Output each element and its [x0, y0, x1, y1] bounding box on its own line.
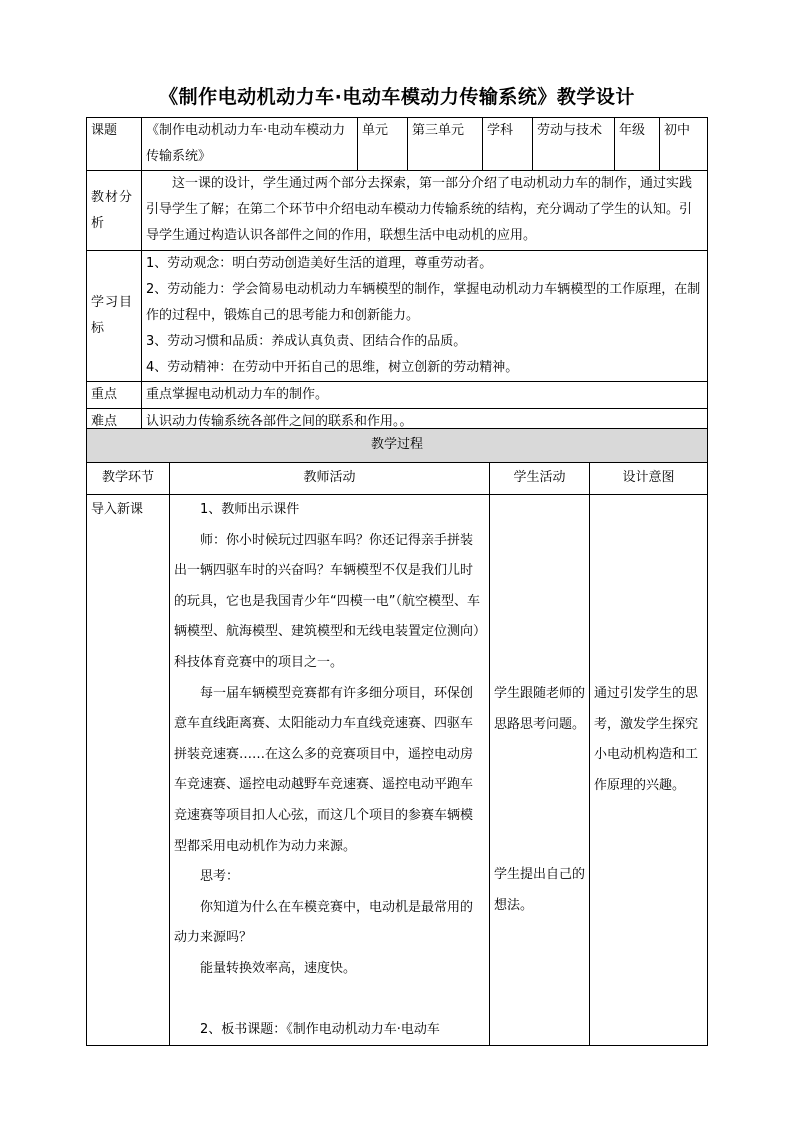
teacher-line: 每一届车辆模型竞赛都有许多细分项目，环保创意车直线距离赛、太阳能动力车直线竞速赛、四驱车拼装竞速赛……在这么多的竞赛项目中，遥控电动房车竞速赛、遥控电动越野车竞速赛、遥控电动平跑车竞速赛等项目扣人心弦，而这几个项目的参赛车辆模型都采用电动机作为动力来源。 [174, 685, 474, 854]
teacher-line: 你知道为什么在车模竞赛中，电动机是最常用的动力来源吗？ [174, 899, 474, 946]
goals-list [142, 251, 708, 382]
process-table [86, 428, 708, 1046]
key-point-label: 重点 [87, 382, 142, 409]
analysis-label: 教材分析 [87, 171, 142, 251]
topic-label: 课题 [87, 118, 142, 171]
grade-label: 年级 [615, 118, 660, 171]
teacher-line: 师：你小时候玩过四驱车吗？你还记得亲手拼装出一辆四驱车时的兴奋吗？车辆模型不仅是我们儿时的玩具，它也是我国青少年“四模一电”（航空模型、车辆模型、航海模型、建筑模型和无线电装置定位测向）科技体育竞赛中的项目之一。 [174, 532, 480, 670]
student-activity [490, 495, 590, 1046]
process-heading: 教学过程 [87, 429, 708, 463]
teacher-line: 思考： [200, 869, 240, 885]
difficulty-label: 难点 [87, 409, 142, 436]
topic-value: 《制作电动机动力车·电动车模动力传输系统》 [142, 118, 358, 171]
design-intent [590, 495, 708, 1046]
goal-item: 1、劳动观念：明白劳动创造美好生活的道理，尊重劳动者。 [146, 256, 493, 271]
teacher-line: 1、教师出示课件 [200, 502, 300, 517]
difficulty-text: 认识动力传输系统各部件之间的联系和作用。。 [142, 409, 708, 436]
column-header: 设计意图 [590, 463, 708, 495]
student-line: 学生提出自己的想法。 [494, 867, 586, 913]
analysis-text: 这一课的设计，学生通过两个部分去探索，第一部分介绍了电动机动力车的制作，通过实践引导学生了解；在第二个环节中介绍电动车模动力传输系统的结构，充分调动了学生的认知。引导学生通过构造认识各部件之间的作用，联想生活中电动机的应用。 [146, 176, 693, 243]
goals-label: 学习目标 [87, 251, 142, 382]
column-header: 教学环节 [87, 463, 170, 495]
column-header: 教师活动 [170, 463, 490, 495]
goal-item: 3、劳动习惯和品质：养成认真负责、团结合作的品质。 [146, 334, 467, 349]
info-table [86, 117, 708, 436]
teacher-blank [174, 985, 485, 1015]
teacher-activity [170, 495, 490, 1046]
column-header: 学生活动 [490, 463, 590, 495]
intent-text: 通过引发学生的思考，激发学生探究小电动机构造和工作原理的兴趣。 [594, 686, 699, 793]
unit-value: 第三单元 [408, 118, 483, 171]
subject-value: 劳动与技术 [533, 118, 615, 171]
teacher-line: 能量转换效率高，速度快。 [200, 960, 357, 976]
stage-cell: 导入新课 [87, 495, 170, 1046]
teacher-line: 2、板书课题：《制作电动机动力车·电动车 [200, 1021, 440, 1037]
document-title: 《制作电动机动力车·电动车模动力传输系统》教学设计 [159, 86, 635, 108]
grade-value: 初中 [660, 118, 708, 171]
goal-item: 4、劳动精神：在劳动中开拓自己的思维，树立创新的劳动精神。 [146, 360, 519, 375]
subject-label: 学科 [483, 118, 533, 171]
student-line: 学生跟随老师的思路思考问题。 [494, 686, 586, 732]
unit-label: 单元 [358, 118, 408, 171]
goal-item: 2、劳动能力：学会简易电动机动力车辆模型的制作，掌握电动机动力车辆模型的工作原理，在制作的过程中，锻炼自己的思考能力和创新能力。 [146, 282, 701, 323]
key-point-text: 重点掌握电动机动力车的制作。 [142, 382, 708, 409]
